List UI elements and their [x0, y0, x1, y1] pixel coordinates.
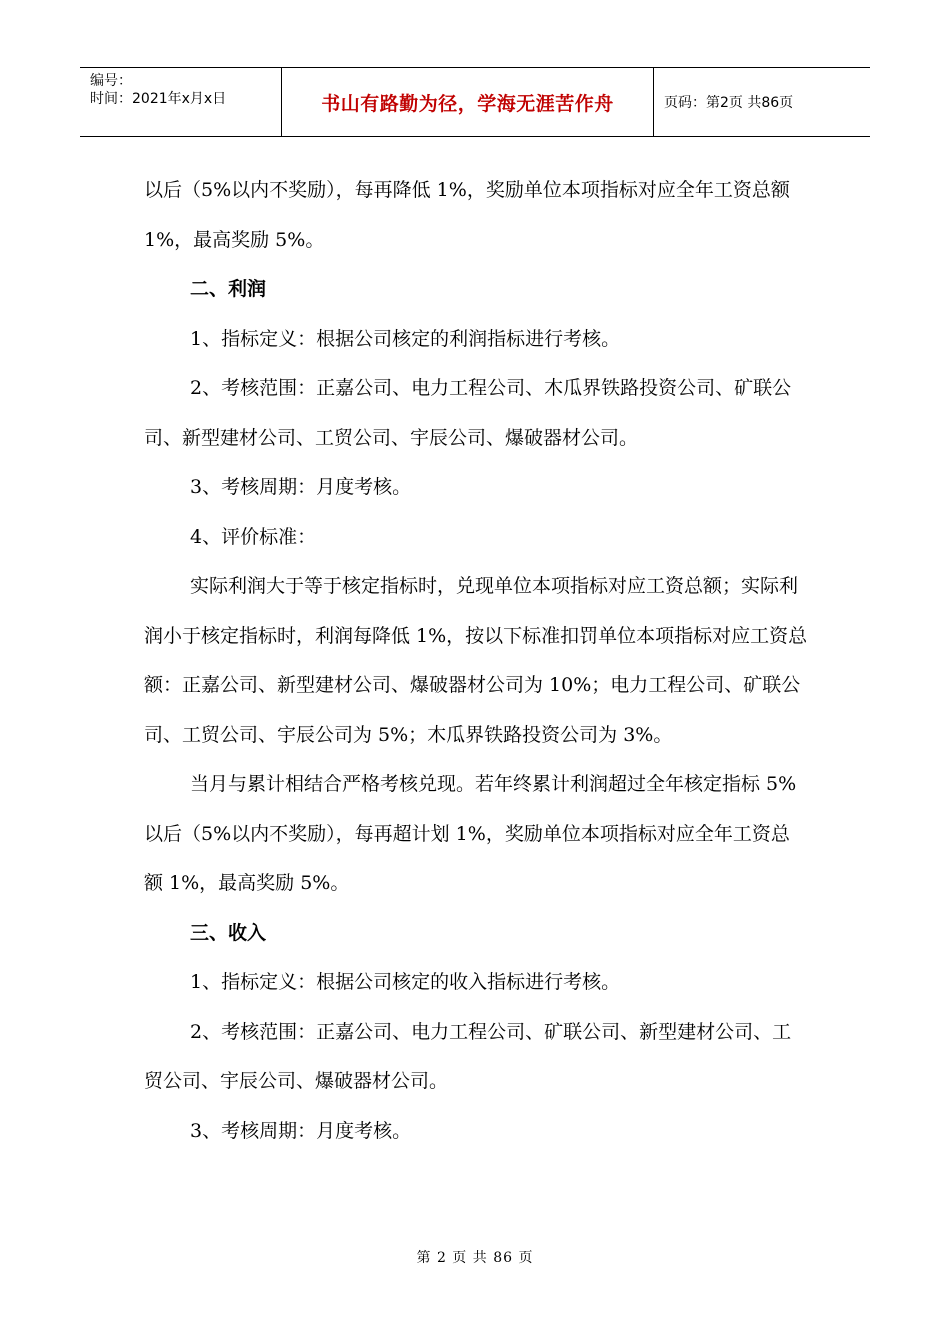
- document-time-label: 时间：2021年x月x日: [90, 91, 227, 107]
- document-body: [144, 166, 808, 1156]
- paragraph: 3、考核周期：月度考核。: [190, 476, 412, 498]
- paragraph: 2、考核范围：正嘉公司、电力工程公司、木瓜界铁路投资公司、矿联公司、新型建材公司、工贸公司、宇辰公司、爆破器材公司。: [144, 377, 792, 449]
- page-footer: 第 2 页 共 86 页: [416, 1250, 534, 1266]
- paragraph: 2、考核范围：正嘉公司、电力工程公司、矿联公司、新型建材公司、工贸公司、宇辰公司、爆破器材公司。: [144, 1020, 792, 1092]
- paragraph: 以后（5%以内不奖励），每再降低 1%，奖励单位本项指标对应全年工资总额 1%，最高奖励 5%。: [144, 179, 790, 251]
- header-motto: 书山有路勤为径，学海无涯苦作舟: [321, 92, 614, 115]
- header-motto-cell: [282, 68, 654, 136]
- document-number-label: 编号：: [90, 73, 132, 89]
- paragraph: 当月与累计相结合严格考核兑现。若年终累计利润超过全年核定指标 5%以后（5%以内不奖励），每再超计划 1%，奖励单位本项指标对应全年工资总额 1%，最高奖励 5%。: [144, 773, 797, 894]
- document-header: [80, 67, 870, 137]
- header-meta: [80, 68, 282, 136]
- paragraph: 1、指标定义：根据公司核定的收入指标进行考核。: [190, 971, 621, 993]
- paragraph: 3、考核周期：月度考核。: [190, 1119, 412, 1142]
- section-heading-profit: 二、利润: [190, 278, 267, 300]
- paragraph: 实际利润大于等于核定指标时，兑现单位本项指标对应工资总额；实际利润小于核定指标时，利润每降低 1%，按以下标准扣罚单位本项指标对应工资总额：正嘉公司、新型建材公司、爆破器材公司为 10%；电力工程公司、矿联公司、工贸公司、宇辰公司为 5%；木瓜界铁路投资公司为 3%。: [144, 575, 808, 746]
- header-page-info: 页码：第2页 共86页: [664, 95, 794, 111]
- header-page-cell: [654, 68, 870, 136]
- paragraph: 1、指标定义：根据公司核定的利润指标进行考核。: [190, 327, 621, 350]
- section-heading-income: 三、收入: [190, 921, 267, 944]
- paragraph: 4、评价标准：: [190, 525, 317, 548]
